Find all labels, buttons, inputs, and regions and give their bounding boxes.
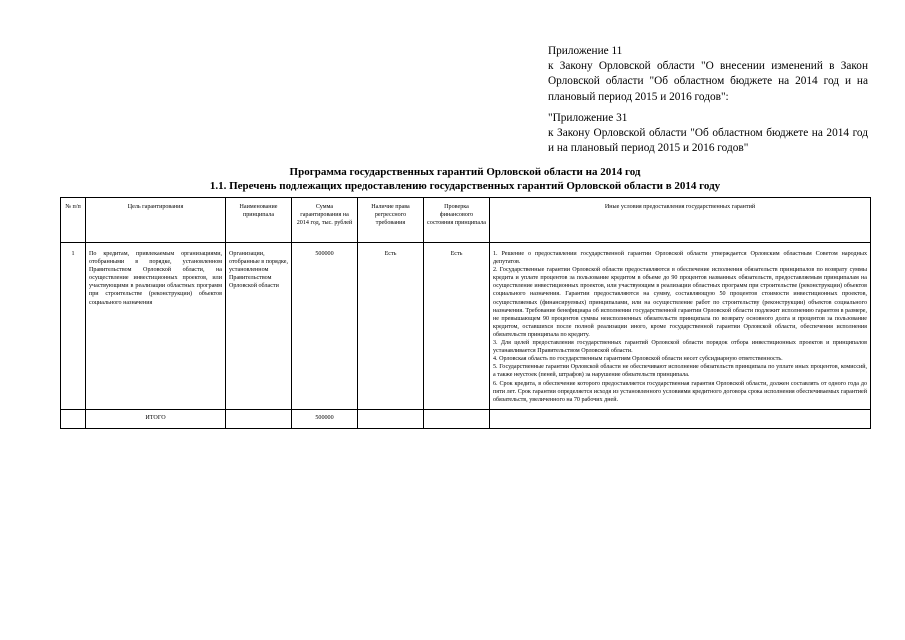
cell-purpose: По кредитам, привлекаемым организациями, отобранными в порядке, установленном Правительством Орловской области, на осуществление инвестиционных проектов, или участвующими в реализации областных программ при строительстве (реконструкции) объектов социального назначения — [86, 243, 226, 410]
header-purpose: Цель гарантирования — [86, 198, 226, 243]
guarantees-table — [60, 197, 871, 429]
appendix-line-2: к Закону Орловской области "О внесении изменений в Закон Орловской области "Об областном бюджете на 2014 год и на плановый период 2015 и 2016 годов": — [548, 60, 868, 103]
header-num: № п/п — [61, 198, 86, 243]
cell-conditions — [490, 243, 871, 410]
cell-regress: Есть — [358, 243, 424, 410]
total-cell-num — [61, 409, 86, 428]
document-subtitle: 1.1. Перечень подлежащих предоставлению государственных гарантий Орловской области в 2014 году — [209, 180, 721, 192]
total-amount: 500000 — [292, 409, 358, 428]
total-cell-regress — [358, 409, 424, 428]
condition-5: 5. Государственные гарантии Орловской области не обеспечивают исполнение обязательств принципала по уплате иных процентов, комиссий, а также неустоек (пеней, штрафов) за нарушение обязательств принципала. — [493, 364, 867, 379]
appendix-block — [548, 44, 868, 156]
condition-4: 4. Орловская область по государственным гарантиям Орловской области несет субсидиарную ответственность. — [493, 356, 783, 363]
cell-amount: 500000 — [292, 243, 358, 410]
appendix-line-4: к Закону Орловской области "Об областном бюджете на 2014 год и на плановый период 2015 и 2016 годов" — [548, 127, 868, 155]
header-principal: Наименование принципала — [226, 198, 292, 243]
total-cell-check — [424, 409, 490, 428]
cell-num: 1 — [61, 243, 86, 410]
condition-2: 2. Государственные гарантии Орловской области предоставляются в обеспечение исполнения обязательств принципалов по возврату суммы кредита и уплате процентов за пользование кредитом в объеме до 90 процентов названных обязательств, предоставляемым принципалам на осуществление инвестиционных проектов, или участвующим в реализации областных программ при строительстве (реконструкции) объектов социального назначения. Гарантии предоставляются на сумму, составляющую 50 процентов стоимости инвестиционных проектов, осуществляемых (финансируемых) принципалами, или на осуществление работ по строительству (реконструкции) объектов социального назначения. Требование бенефициара об исполнении государственной гарантии Орловской области подлежит исполнению гарантом в размере, не превышающем 90 процентов суммы неисполненных обязательств принципала по возврату основного долга и процентов за пользование кредитом, оставшихся после полной реализации иного, кроме государственной гарантии Орловской области, обеспечения исполнения обязательств принципала по кредиту. — [493, 267, 867, 338]
header-check: Проверка финансового состояния принципала — [424, 198, 490, 243]
table-row — [61, 243, 871, 410]
appendix-line-1: Приложение 11 — [548, 45, 623, 57]
condition-1: 1. Решение о предоставлении государственной гарантии Орловской области утверждается Орловским областным Советом народных депутатов. — [493, 251, 867, 266]
document-title: Программа государственных гарантий Орловской области на 2014 год — [289, 166, 641, 178]
header-conditions: Иные условия предоставления государственных гарантий — [490, 198, 871, 243]
total-cell-principal — [226, 409, 292, 428]
appendix-line-3: "Приложение 31 — [548, 111, 628, 124]
title-block — [60, 165, 870, 193]
total-label: ИТОГО — [86, 409, 226, 428]
cell-check: Есть — [424, 243, 490, 410]
cell-principal: Организации, отобранные в порядке, установленном Правительством Орловской области — [226, 243, 292, 410]
header-amount: Сумма гарантирования на 2014 год, тыс. рублей — [292, 198, 358, 243]
header-regress: Наличие права регрессного требования — [358, 198, 424, 243]
total-row — [61, 409, 871, 428]
total-cell-conditions — [490, 409, 871, 428]
condition-3: 3. Для целей предоставления государственных гарантий Орловской области порядок отбора инвестиционных проектов и принципалов устанавливается Правительством Орловской области. — [493, 340, 867, 355]
condition-6: 6. Срок кредита, в обеспечение которого предоставляется государственная гарантия Орловской области, должен составлять от одного года до пяти лет. Срок гарантии определяется исходя из установленного условиями кредитного договора срока исполнения обеспечиваемых гарантией обязательств, увеличенного на 70 рабочих дней. — [493, 380, 867, 403]
table-header-row — [61, 198, 871, 243]
